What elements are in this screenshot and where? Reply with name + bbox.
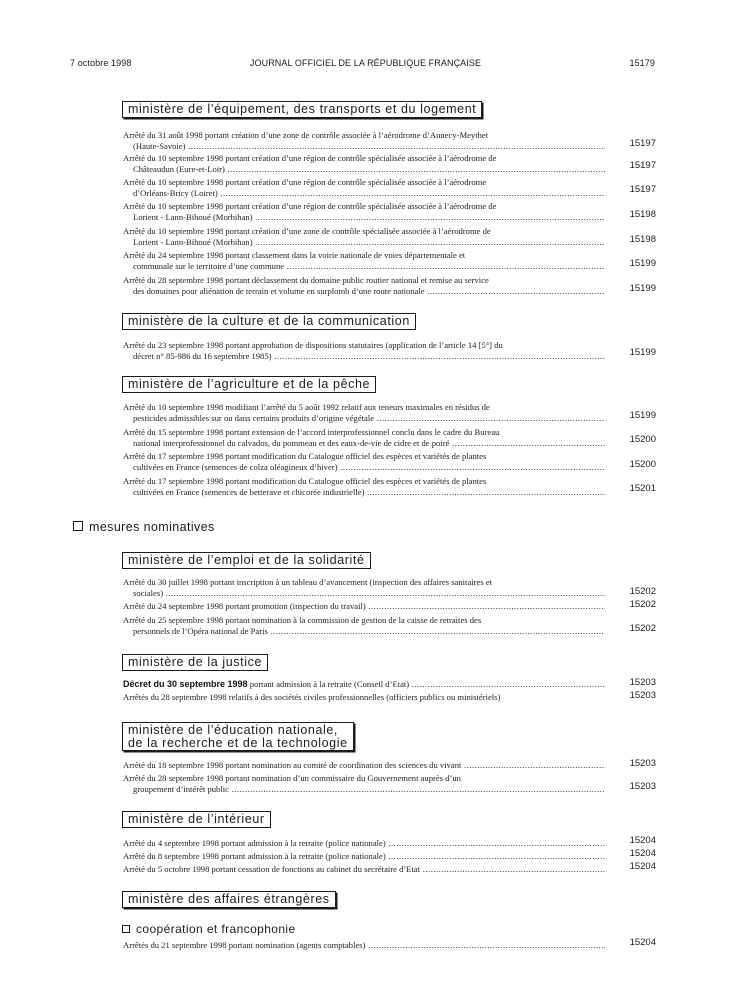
page-ref: 15203	[629, 677, 656, 688]
checkbox-square-icon	[73, 521, 83, 531]
entry-equipement-4	[123, 201, 605, 223]
header-journal-title: JOURNAL OFFICIEL DE LA RÉPUBLIQUE FRANÇAISE	[249, 58, 482, 68]
entry-text: Châteaudun (Eure-et-Loir) .....	[123, 164, 605, 175]
section-title-interieur: ministère de l’intérieur	[122, 811, 271, 828]
section-title-education	[122, 722, 354, 751]
entry-text: cultivées en France (semences de colza oléagineux d’hiver) .....	[123, 462, 605, 473]
entry-culture-1	[123, 340, 605, 362]
entry-text: Lorient - Lann-Bihoué (Morbihan) .....	[123, 212, 605, 223]
entry-text: des domaines pour aliénation de terrain et volume en surplomb d’une route nationale .....	[123, 286, 605, 297]
section-title-line: de la recherche et de la technologie	[128, 735, 348, 750]
section-title-culture: ministère de la culture et de la communication	[122, 313, 416, 330]
entry-agriculture-3	[123, 451, 605, 473]
page-ref: 15204	[629, 861, 656, 872]
entry-text: Arrêté du 5 octobre 1998 portant cessation de fonctions au cabinet du secrétaire d’Etat .....	[123, 864, 605, 875]
entry-text: d’Orléans-Bricy (Loiret) .....	[123, 188, 605, 199]
entry-text: cultivées en France (semences de betterave et chicorée industrielle) .....	[123, 487, 605, 498]
page-ref: 15203	[629, 781, 656, 792]
page-ref: 15203	[629, 758, 656, 769]
entry-text: décret n° 85-986 du 16 septembre 1985) .....	[123, 351, 605, 362]
entry-text: communale sur le territoire d’une commune .....	[123, 261, 605, 272]
page-ref: 15202	[629, 599, 656, 610]
subheading-text: coopération et francophonie	[136, 922, 296, 936]
subheading-cooperation	[122, 922, 296, 936]
entry-agriculture-2	[123, 427, 605, 449]
entry-text: national interprofessionnel du calvados, du pommeau et des eaux-de-vie de cidre et de poiré .....	[123, 438, 605, 449]
entry-justice-2	[123, 692, 605, 703]
entry-emploi-3	[123, 615, 605, 637]
entry-text: personnels de l’Opéra national de Paris .....	[123, 626, 605, 637]
header-page-number: 15179	[629, 58, 655, 68]
entry-emploi-1	[123, 577, 605, 599]
heading-mesures-nominatives	[73, 520, 215, 534]
entry-education-1	[123, 760, 605, 771]
page-ref: 15202	[629, 623, 656, 634]
page-ref: 15197	[629, 184, 656, 195]
heading-text: mesures nominatives	[89, 520, 215, 534]
page-ref: 15203	[629, 690, 656, 701]
header-date: 7 octobre 1998	[70, 58, 132, 68]
entry-text: Arrêté du 4 septembre 1998 portant admission à la retraite (police nationale) .....	[123, 838, 605, 849]
page-ref: 15200	[629, 434, 656, 445]
page-ref: 15199	[629, 347, 656, 358]
entry-text: Arrêté du 10 septembre 1998 modifiant l’arrêté du 5 août 1992 relatif aux teneurs maximales en résidus de	[123, 402, 490, 412]
entry-text: Arrêté du 31 août 1998 portant création d’une zone de contrôle associée à l’aérodrome d’Annecy-Meythet	[123, 130, 489, 140]
page-ref: 15199	[629, 258, 656, 269]
entry-agriculture-1	[123, 402, 605, 424]
page-ref: 15201	[629, 483, 656, 494]
entry-text: sociales) .....	[123, 588, 605, 599]
entry-text: Arrêté du 10 septembre 1998 portant création d’une région de contrôle spécialisée associée à l’aérodrome de	[123, 201, 497, 211]
entry-text: Arrêté du 10 septembre 1998 portant création d’une région de contrôle spécialisée associée à l’aérodrome	[123, 177, 487, 187]
page-ref: 15200	[629, 459, 656, 470]
entry-text: Arrêté du 23 septembre 1998 portant approbation de dispositions statutaires (application de l’article 14 [5°] du	[123, 340, 503, 350]
entry-equipement-6	[123, 250, 605, 272]
entry-text	[123, 679, 605, 690]
section-title-line: ministère de l’éducation nationale,	[128, 723, 339, 737]
entry-text-rest: portant admission à la retraite (Conseil d’Etat)	[247, 679, 410, 689]
entry-justice-1	[123, 679, 605, 690]
page-ref: 15204	[629, 835, 656, 846]
page-ref: 15199	[629, 283, 656, 294]
entry-text: Arrêté du 17 septembre 1998 portant modification du Catalogue officiel des espèces et variétés de plantes	[123, 451, 487, 461]
section-title-agriculture: ministère de l’agriculture et de la pêche	[122, 376, 376, 393]
page-ref: 15197	[629, 160, 656, 171]
entry-text: Arrêtés du 28 septembre 1998 relatifs à des sociétés civiles professionnelles (officiers publics ou ministériels)	[123, 692, 501, 702]
entry-text: groupement d’intérêt public .....	[123, 784, 605, 795]
entry-text: Arrêté du 28 septembre 1998 portant déclassement du domaine public routier national et remise au service	[123, 275, 489, 285]
entry-text: Arrêté du 15 septembre 1998 portant extension de l’accord interprofessionnel conclu dans le cadre du Bureau	[123, 427, 500, 437]
entry-equipement-2	[123, 153, 605, 175]
page-ref: 15204	[629, 848, 656, 859]
entry-text: pesticides admissibles sur ou dans certains produits d’origine végétale .....	[123, 413, 605, 424]
page-ref: 15199	[629, 410, 656, 421]
entry-equipement-1	[123, 130, 605, 152]
entry-text: Lorient - Lann-Bihoué (Morbihan) .....	[123, 237, 605, 248]
entry-text: Arrêté du 10 septembre 1998 portant création d’une région de contrôle spécialisée associée à l’aérodrome de	[123, 153, 497, 163]
entry-text: Arrêté du 30 juillet 1998 portant inscription à un tableau d’avancement (inspection des affaires sanitaires et	[123, 577, 493, 587]
page-ref: 15202	[629, 586, 656, 597]
entry-text: Arrêté du 24 septembre 1998 portant promotion (inspection du travail) .....	[123, 601, 605, 612]
entry-interieur-2	[123, 851, 605, 862]
section-title-affaires-etrangeres: ministère des affaires étrangères	[122, 891, 336, 908]
entry-equipement-7	[123, 275, 605, 297]
entry-education-2	[123, 773, 605, 795]
section-title-emploi: ministère de l’emploi et de la solidarité	[122, 552, 371, 569]
entry-text: Arrêtés du 21 septembre 1998 portant nomination (agents comptables) .....	[123, 940, 605, 951]
checkbox-square-icon	[122, 925, 130, 933]
entry-bold-title: Décret du 30 septembre 1998	[123, 679, 248, 689]
entry-equipement-3	[123, 177, 605, 199]
section-title-justice: ministère de la justice	[122, 654, 268, 671]
page-ref: 15197	[629, 138, 656, 149]
section-title-equipement: ministère de l’équipement, des transports et du logement	[122, 101, 482, 118]
entry-interieur-3	[123, 864, 605, 875]
entry-text: Arrêté du 25 septembre 1998 portant nomination à la commission de gestion de la caisse de retraites des	[123, 615, 482, 625]
entry-text: Arrêté du 28 septembre 1998 portant nomination d’un commissaire du Gouvernement auprès d’un	[123, 773, 461, 783]
entry-emploi-2	[123, 601, 605, 612]
page-ref: 15198	[629, 234, 656, 245]
page-ref: 15204	[629, 937, 656, 948]
entry-interieur-1	[123, 838, 605, 849]
entry-text: (Haute-Savoie) .....	[123, 141, 605, 152]
entry-text: Arrêté du 18 septembre 1998 portant nomination au comité de coordination des sciences du vivant .....	[123, 760, 605, 771]
entry-text: Arrêté du 8 septembre 1998 portant admission à la retraite (police nationale) .....	[123, 851, 605, 862]
entry-text: Arrêté du 17 septembre 1998 portant modification du Catalogue officiel des espèces et variétés de plantes	[123, 476, 487, 486]
entry-affaires-1	[123, 940, 605, 951]
page-ref: 15198	[629, 209, 656, 220]
entry-agriculture-4	[123, 476, 605, 498]
entry-text: Arrêté du 10 septembre 1998 portant création d’une zone de contrôle spécialisée associée à l’aérodrome de	[123, 226, 491, 236]
entry-text: Arrêté du 24 septembre 1998 portant classement dans la voirie nationale de voies départementale et	[123, 250, 466, 260]
entry-equipement-5	[123, 226, 605, 248]
